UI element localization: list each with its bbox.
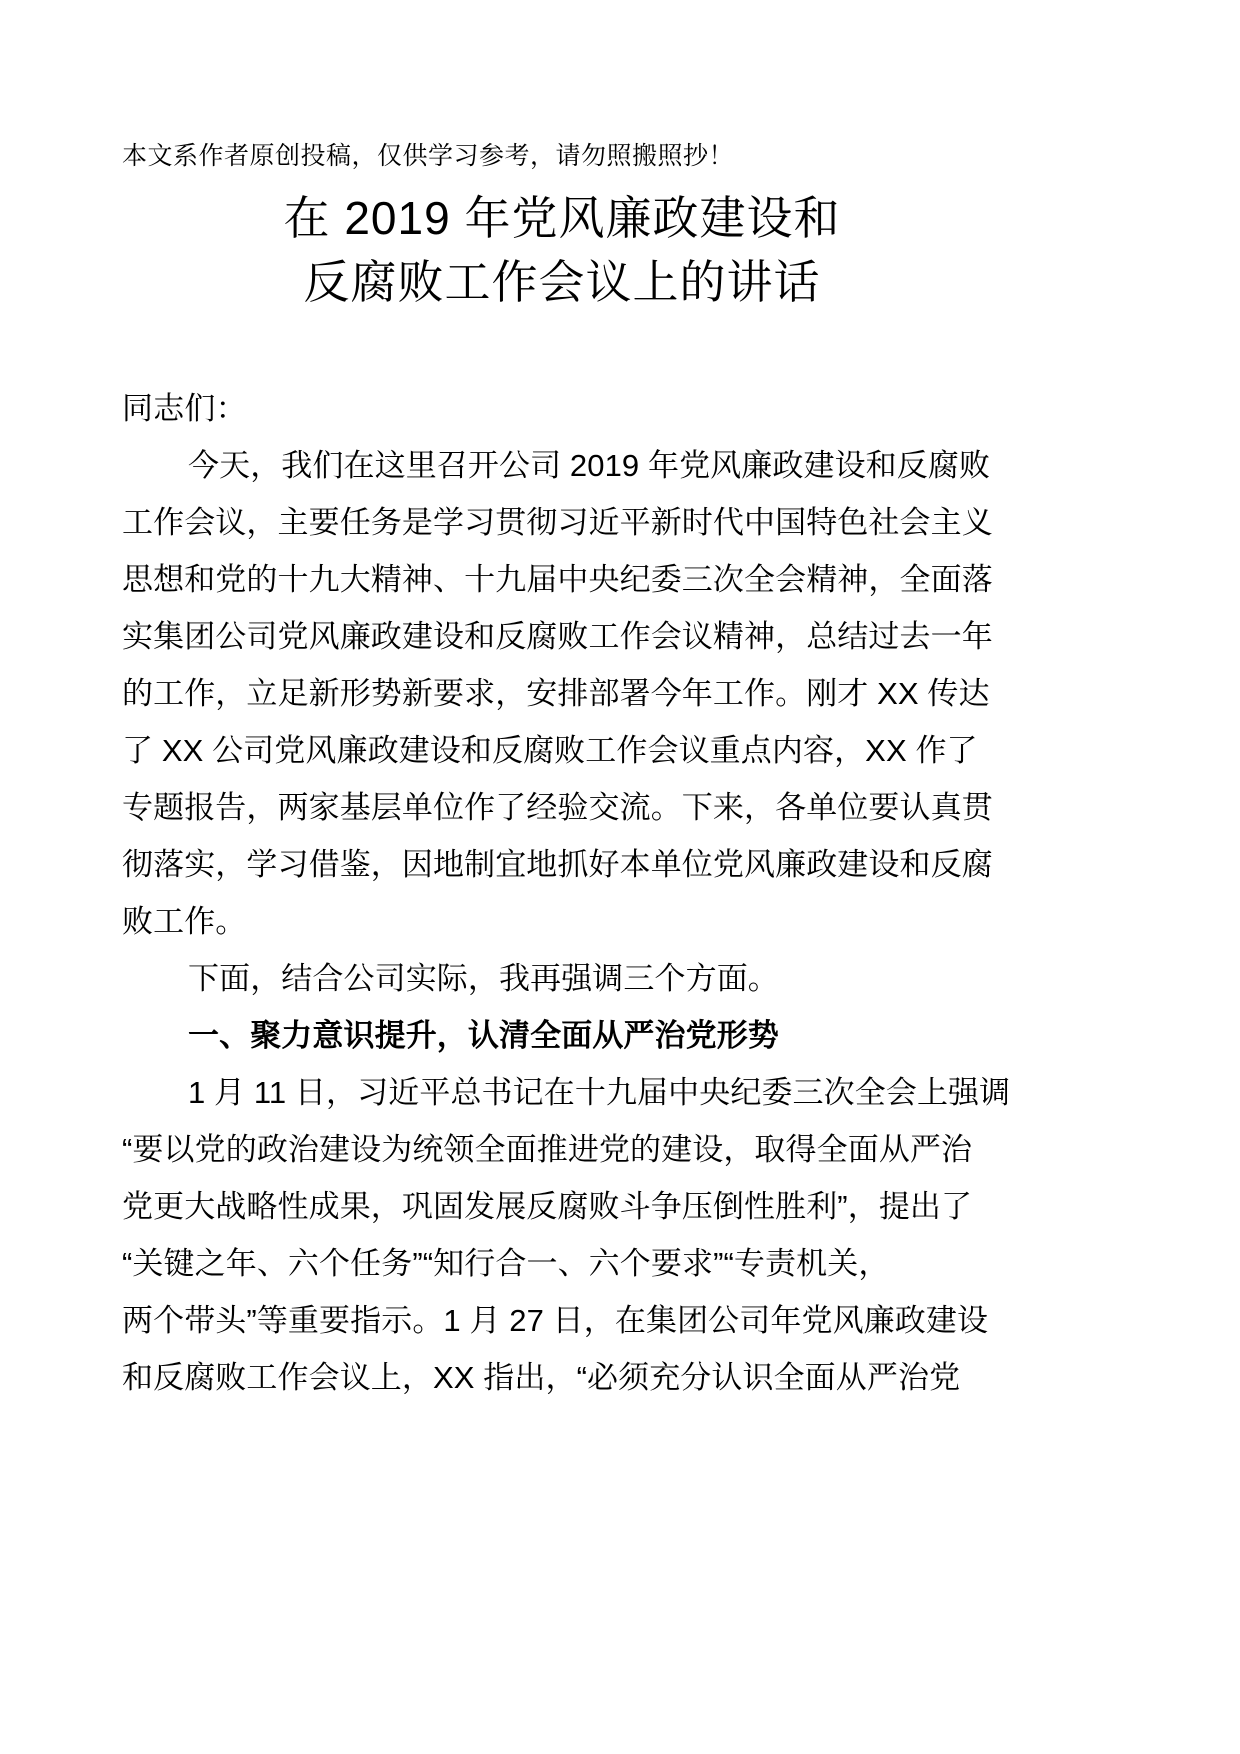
salutation: 同志们： [122,391,247,426]
paragraph-1-line: 了 XX 公司党风廉政建设和反腐败工作会议重点内容，XX 作了 [122,733,978,768]
paragraph-1-line: 彻落实，学习借鉴，因地制宜地抓好本单位党风廉政建设和反腐 [122,847,993,882]
paragraph-1-line: 今天，我们在这里召开公司 2019 年党风廉政建设和反腐败 [188,448,991,483]
title-line-1: 在 2019 年党风廉政建设和 [283,192,841,244]
paragraph-1-line: 败工作。 [122,904,247,939]
section-heading-1: 一、聚力意识提升，认清全面从严治党形势 [188,1018,779,1053]
paragraph-3-line: 两个带头”等重要指示。1 月 27 日，在集团公司年党风廉政建设 [122,1303,989,1338]
paragraph-1-line: 工作会议，主要任务是学习贯彻习近平新时代中国特色社会主义 [122,505,993,540]
paragraph-3-line: 党更大战略性成果，巩固发展反腐败斗争压倒性胜利”，提出了 [122,1189,973,1224]
title-line-2: 反腐败工作会议上的讲话 [303,256,821,308]
disclaimer-note: 本文系作者原创投稿，仅供学习参考，请勿照搬照抄！ [122,142,735,170]
paragraph-2-line: 下面，结合公司实际，我再强调三个方面。 [188,961,779,996]
paragraph-2 [122,950,1002,1007]
paragraph-1-line: 的工作，立足新形势新要求，安排部署今年工作。刚才 XX 传达 [122,676,990,711]
paragraph-1 [122,437,1002,950]
paragraph-3-line: “要以党的政治建设为统领全面推进党的建设，取得全面从严治 [122,1132,973,1167]
paragraph-3-line: 和反腐败工作会议上，XX 指出，“必须充分认识全面从严治党 [122,1360,961,1395]
paragraph-3 [122,1064,1011,1406]
paragraph-3-line: “关键之年、六个任务”“知行合一、六个要求”“专责机关， [122,1246,890,1281]
document-content [122,0,1011,1406]
paragraph-1-line: 思想和党的十九大精神、十九届中央纪委三次全会精神，全面落 [122,562,993,597]
document-title [122,186,1002,314]
paragraph-1-line: 专题报告，两家基层单位作了经验交流。下来，各单位要认真贯 [122,790,993,825]
paragraph-1-line: 实集团公司党风廉政建设和反腐败工作会议精神，总结过去一年 [122,619,993,654]
paragraph-3-line: 1 月 11 日，习近平总书记在十九届中央纪委三次全会上强调 [188,1075,1011,1110]
